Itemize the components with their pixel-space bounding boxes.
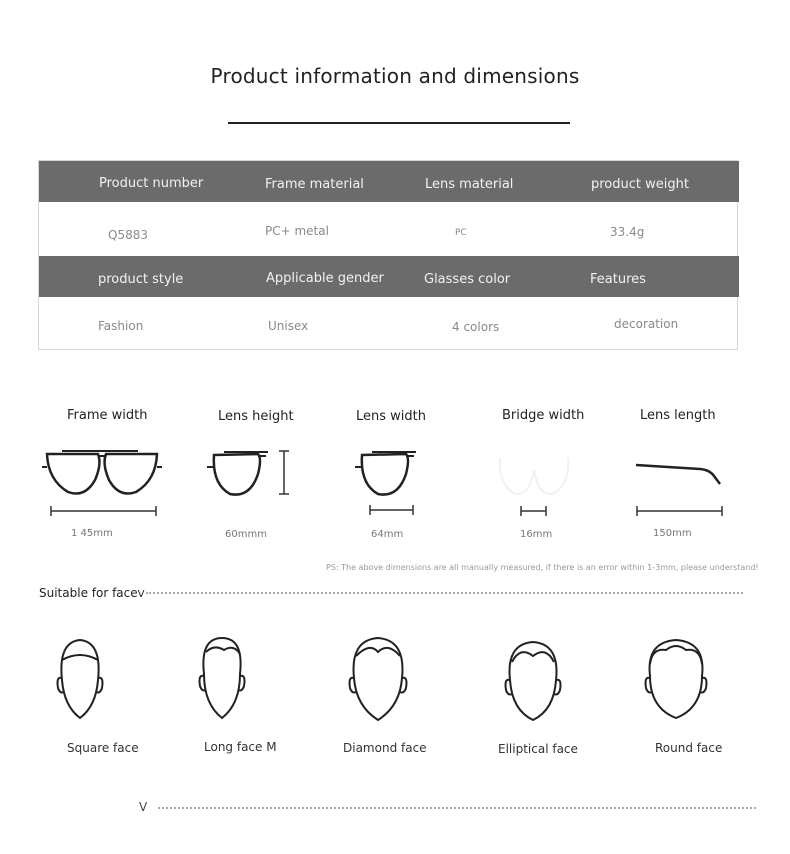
long-face-icon [200,638,245,718]
suitable-face-title: Suitable for faceV [39,586,145,600]
dim-value-lens-width: 64mm [371,529,404,540]
value-frame-material: PC+ metal [265,224,329,238]
title-underline [228,122,570,124]
square-face-icon [58,640,103,718]
page-title: Product information and dimensions [210,64,580,88]
dim-label-lens-width: Lens width [356,409,426,424]
header-frame-material: Frame material [265,177,364,192]
lens-height-glasses-icon [207,452,268,495]
product-info-table [38,160,738,350]
lens-length-measure-icon [637,506,722,516]
dim-value-lens-height: 60mmm [225,529,267,540]
dim-label-bridge-width: Bridge width [502,408,585,423]
face-label-diamond: Diamond face [343,741,427,755]
header-product-weight: product weight [591,177,689,192]
lens-height-measure-icon [279,451,289,494]
elliptical-face-icon [506,642,561,720]
lens-length-temple-icon [636,465,720,484]
value-product-weight: 33.4g [610,225,645,239]
value-features: decoration [614,317,679,331]
value-product-number: Q5883 [108,228,148,242]
value-lens-material: PC [455,228,467,238]
header-glasses-color: Glasses color [424,272,511,287]
face-label-elliptical: Elliptical face [498,742,578,756]
value-glasses-color: 4 colors [452,320,500,334]
bottom-v-mark: V [139,800,148,814]
face-shape-illustrations [0,634,790,734]
dim-value-lens-length: 150mm [653,528,692,539]
bridge-width-measure-icon [521,506,546,516]
dim-label-lens-height: Lens height [218,409,294,424]
face-label-long: Long face M [204,740,277,754]
header-features: Features [590,272,646,287]
glasses-dimension-illustrations [0,440,790,540]
header-product-style: product style [98,272,184,287]
title-v-mark: V [137,589,145,600]
face-section-dotted-line [146,592,743,594]
round-face-icon [646,640,707,718]
value-applicable-gender: Unisex [268,319,309,333]
lens-width-measure-icon [370,505,413,515]
dim-label-lens-length: Lens length [640,408,716,423]
diamond-face-icon [350,638,407,720]
dim-value-bridge-width: 16mm [520,529,553,540]
lens-width-glasses-icon [355,452,416,495]
dim-label-frame-width: Frame width [67,408,148,423]
value-product-style: Fashion [98,319,144,333]
header-applicable-gender: Applicable gender [266,271,384,286]
header-lens-material: Lens material [425,177,514,192]
dim-value-frame-width: 1 45mm [71,528,113,539]
frame-width-glasses-icon [42,451,162,494]
frame-width-measure-icon [51,506,156,516]
face-label-round: Round face [655,741,723,755]
header-product-number: Product number [99,176,204,191]
bridge-width-faint-glasses-icon [500,458,568,494]
measurement-note: PS: The above dimensions are all manually measured, if there is an error within 1-3mm, please understand! [326,563,759,572]
face-label-square: Square face [67,741,139,755]
bottom-dotted-line [158,807,756,809]
